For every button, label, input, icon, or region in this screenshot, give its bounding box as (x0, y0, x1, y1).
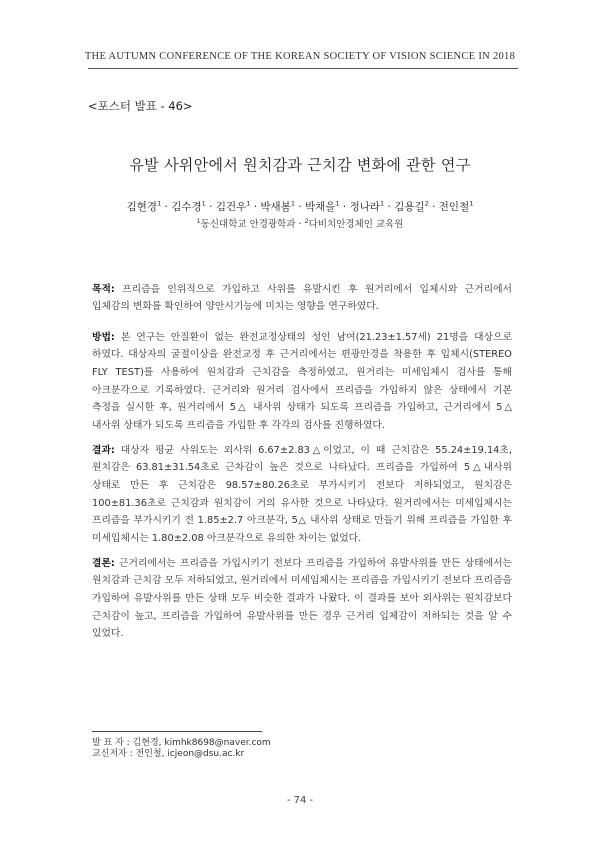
affiliation-separator: · (295, 219, 305, 230)
author-affiliation-mark: 1 (157, 199, 162, 208)
poster-tag: <포스터 발표 - 46> (88, 99, 193, 113)
author-separator: · (161, 201, 172, 213)
affiliation-name: 다비치안경체인 교육원 (308, 219, 404, 230)
footnote-presenter: 발 표 자 : 김현경, kimhk8698@naver.com (92, 738, 271, 748)
section-text: 대상자 평균 사위도는 외사위 6.67±2.83△이었고, 이 때 근치감은 55.24±19.14초, 원치감은 63.81±31.54초로 근차감이 높은 것으로 나타났다. 프리즘을 가입하여 5△내사위 상태로 만든 후 근치감은 98.57±80.26초로 부가시키기 전보다 저하되었고, 원치감은 100±81.36초로 근치감과 원치감이 거의 유사한 것으로 나타났다. 원거리에서는 미세입체시는 프리즘을 부가시키기 전 1.85±2.7 아크분각, 5△ 내사위 상태로 만들기 위해 프리즘을 가입한 후 미세입체시는 1.80±2.08 아크분각으로 유의한 차이는 없었다. (92, 444, 512, 544)
author-name: 정나라 (349, 201, 381, 213)
section-text: 본 연구는 안질환이 없는 완전교정상태의 성인 남여(21.23±1.57세) 21명을 대상으로 하였다. 대상자의 굴절이상을 완전교정 후 근거리에서는 편광안경을 착용한 후 입체시(STEREO FLY TEST)를 사용하여 원치감과 근치감을 측정하였고, 원거리는 미세입체시 검사를 통해 아크분각으로 기록하였다. 근거리와 원거리 검사에서 프리즘을 가입하지 않은 상태에서 기본 측정을 실시한 후, 원거리에서 5△ 내사위 상태가 되도록 프리즘을 가입하고, 근거리에서 5△ 내사위 상태가 되도록 프리즘을 가입한 후 각각의 검사를 진행하였다. (92, 331, 512, 431)
author-separator: · (205, 201, 216, 213)
author-name: 김현경 (126, 201, 158, 213)
author-name: 박새봄 (260, 201, 291, 213)
author-name: 박채을 (305, 201, 336, 213)
paper-title: 유발 사위안에서 원치감과 근치감 변화에 관한 연구 (129, 156, 471, 175)
section-methods (92, 329, 512, 435)
section-text: 근거리에서는 프리즘을 가입시키기 전보다 프리즘을 가입하여 유발사위를 만든 상태에서는 원치감과 근치감 모두 저하되었고, 원거리에서 미세입체시는 프리즘을 가입시키기 전보다 프리즘을 가입하여 유발사위를 만든 상태 모두 비슷한 결과가 나왔다. 이 결과를 보아 외사위는 원치감보다 근치감이 높고, 프리즘을 가입하여 유발사위를 만든 경우 근거리 입체감이 저하되는 것을 알 수 있었다. (92, 557, 512, 640)
author-affiliation-mark: 1 (380, 199, 385, 208)
affiliation-list (0, 216, 600, 230)
author-name: 김용길 (394, 201, 425, 213)
author-name: 김건우 (215, 201, 247, 213)
section-label: 방법: (92, 331, 115, 343)
author-affiliation-mark: 2 (424, 199, 429, 208)
section-label: 결과: (92, 444, 115, 456)
author-name: 김수경 (171, 201, 202, 213)
affiliation-mark: 1 (196, 216, 201, 225)
section-results (92, 442, 512, 548)
author-separator: · (339, 201, 350, 213)
section-text: 프리즘을 인위적으로 가입하고 사위를 유발시킨 후 원거리에서 입체시와 근거리에서 입체감의 변화를 확인하여 양안시기능에 미치는 영향을 연구하였다. (92, 283, 512, 313)
affiliation-mark: 2 (304, 216, 309, 225)
author-separator: · (250, 201, 261, 213)
author-affiliation-mark: 1 (201, 199, 206, 208)
page-number: - 74 - (286, 795, 314, 806)
section-label: 목적: (92, 283, 115, 295)
author-affiliation-mark: 1 (246, 199, 251, 208)
author-separator: · (428, 201, 439, 213)
conference-header: THE AUTUMN CONFERENCE OF THE KOREAN SOCIETY OF VISION SCIENCE IN 2018 (84, 51, 516, 62)
section-purpose (92, 281, 512, 316)
author-separator: · (294, 201, 305, 213)
author-separator: · (384, 201, 395, 213)
footnote-rule (92, 731, 262, 732)
author-affiliation-mark: 1 (469, 199, 474, 208)
footnote-corresponding-author: 교신저자 : 전인철, icjeon@dsu.ac.kr (92, 749, 245, 759)
section-label: 결론: (92, 557, 115, 569)
author-list (0, 199, 600, 214)
author-affiliation-mark: 1 (290, 199, 295, 208)
author-affiliation-mark: 1 (335, 199, 340, 208)
header-rule (88, 68, 518, 69)
affiliation-name: 동신대학교 안경광학과 (200, 219, 296, 230)
section-conclusion (92, 555, 512, 643)
author-name: 전인철 (438, 201, 470, 213)
